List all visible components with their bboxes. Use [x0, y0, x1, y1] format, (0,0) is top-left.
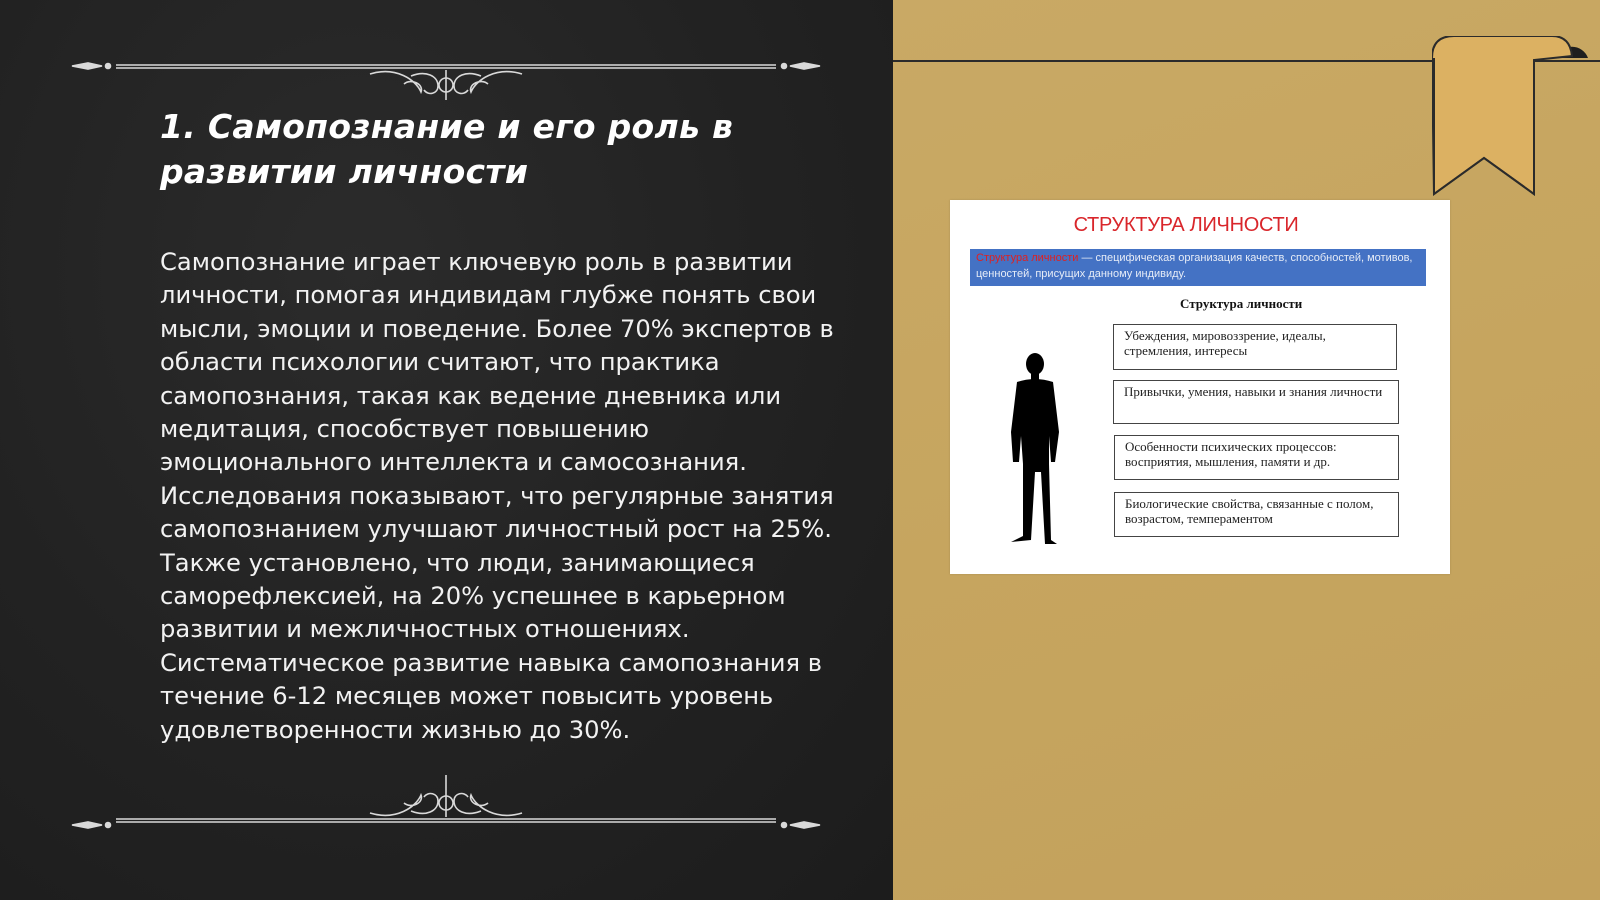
structure-box-beliefs: Убеждения, мировоззрение, идеалы, стремления, интересы — [1113, 324, 1397, 370]
person-silhouette-icon — [1005, 352, 1065, 546]
definition-band — [970, 249, 1426, 286]
slide-title: 1. Самопознание и его роль в развитии личности — [160, 107, 734, 191]
scroll-ornament-icon — [66, 775, 826, 835]
slide-body-text: Самопознание играет ключевую роль в развитии личности, помогая индивидам глубже понять свои мысли, эмоции и поведение. Более 70% экспертов в области психологии считают, что практика самопознания, такая как ведение дневника или медитация, способствует повышению эмоционального интеллекта и самосознания. Исследования показывают, что регулярные занятия самопознанием улучшают личностный рост на 25%. Также установлено, что люди, занимающиеся саморефлексией, на 20% успешнее в карьерном развитии и межличностных отношениях. Систематическое развитие навыка самопознания в течение 6-12 месяцев может повысить уровень удовлетворенности жизнью до 30%. — [160, 248, 834, 744]
structure-box-habits: Привычки, умения, навыки и знания личности — [1113, 380, 1399, 424]
scroll-ornament-icon — [66, 40, 826, 100]
definition-text: — специфическая организация качеств, способностей, мотивов, ценностей, присущих данному индивиду. — [976, 252, 1413, 280]
figure-title: СТРУКТУРА ЛИЧНОСТИ — [1073, 214, 1299, 236]
personality-structure-figure — [950, 200, 1450, 574]
bookmark-ribbon-icon — [1432, 36, 1588, 198]
definition-term: Структура личности — [976, 252, 1079, 264]
structure-box-biological: Биологические свойства, связанные с полом, возрастом, темпераментом — [1114, 492, 1399, 537]
structure-box-mental-processes: Особенности психических процессов: восприятия, мышления, памяти и др. — [1114, 435, 1399, 480]
figure-subtitle: Структура личности — [1180, 296, 1303, 311]
